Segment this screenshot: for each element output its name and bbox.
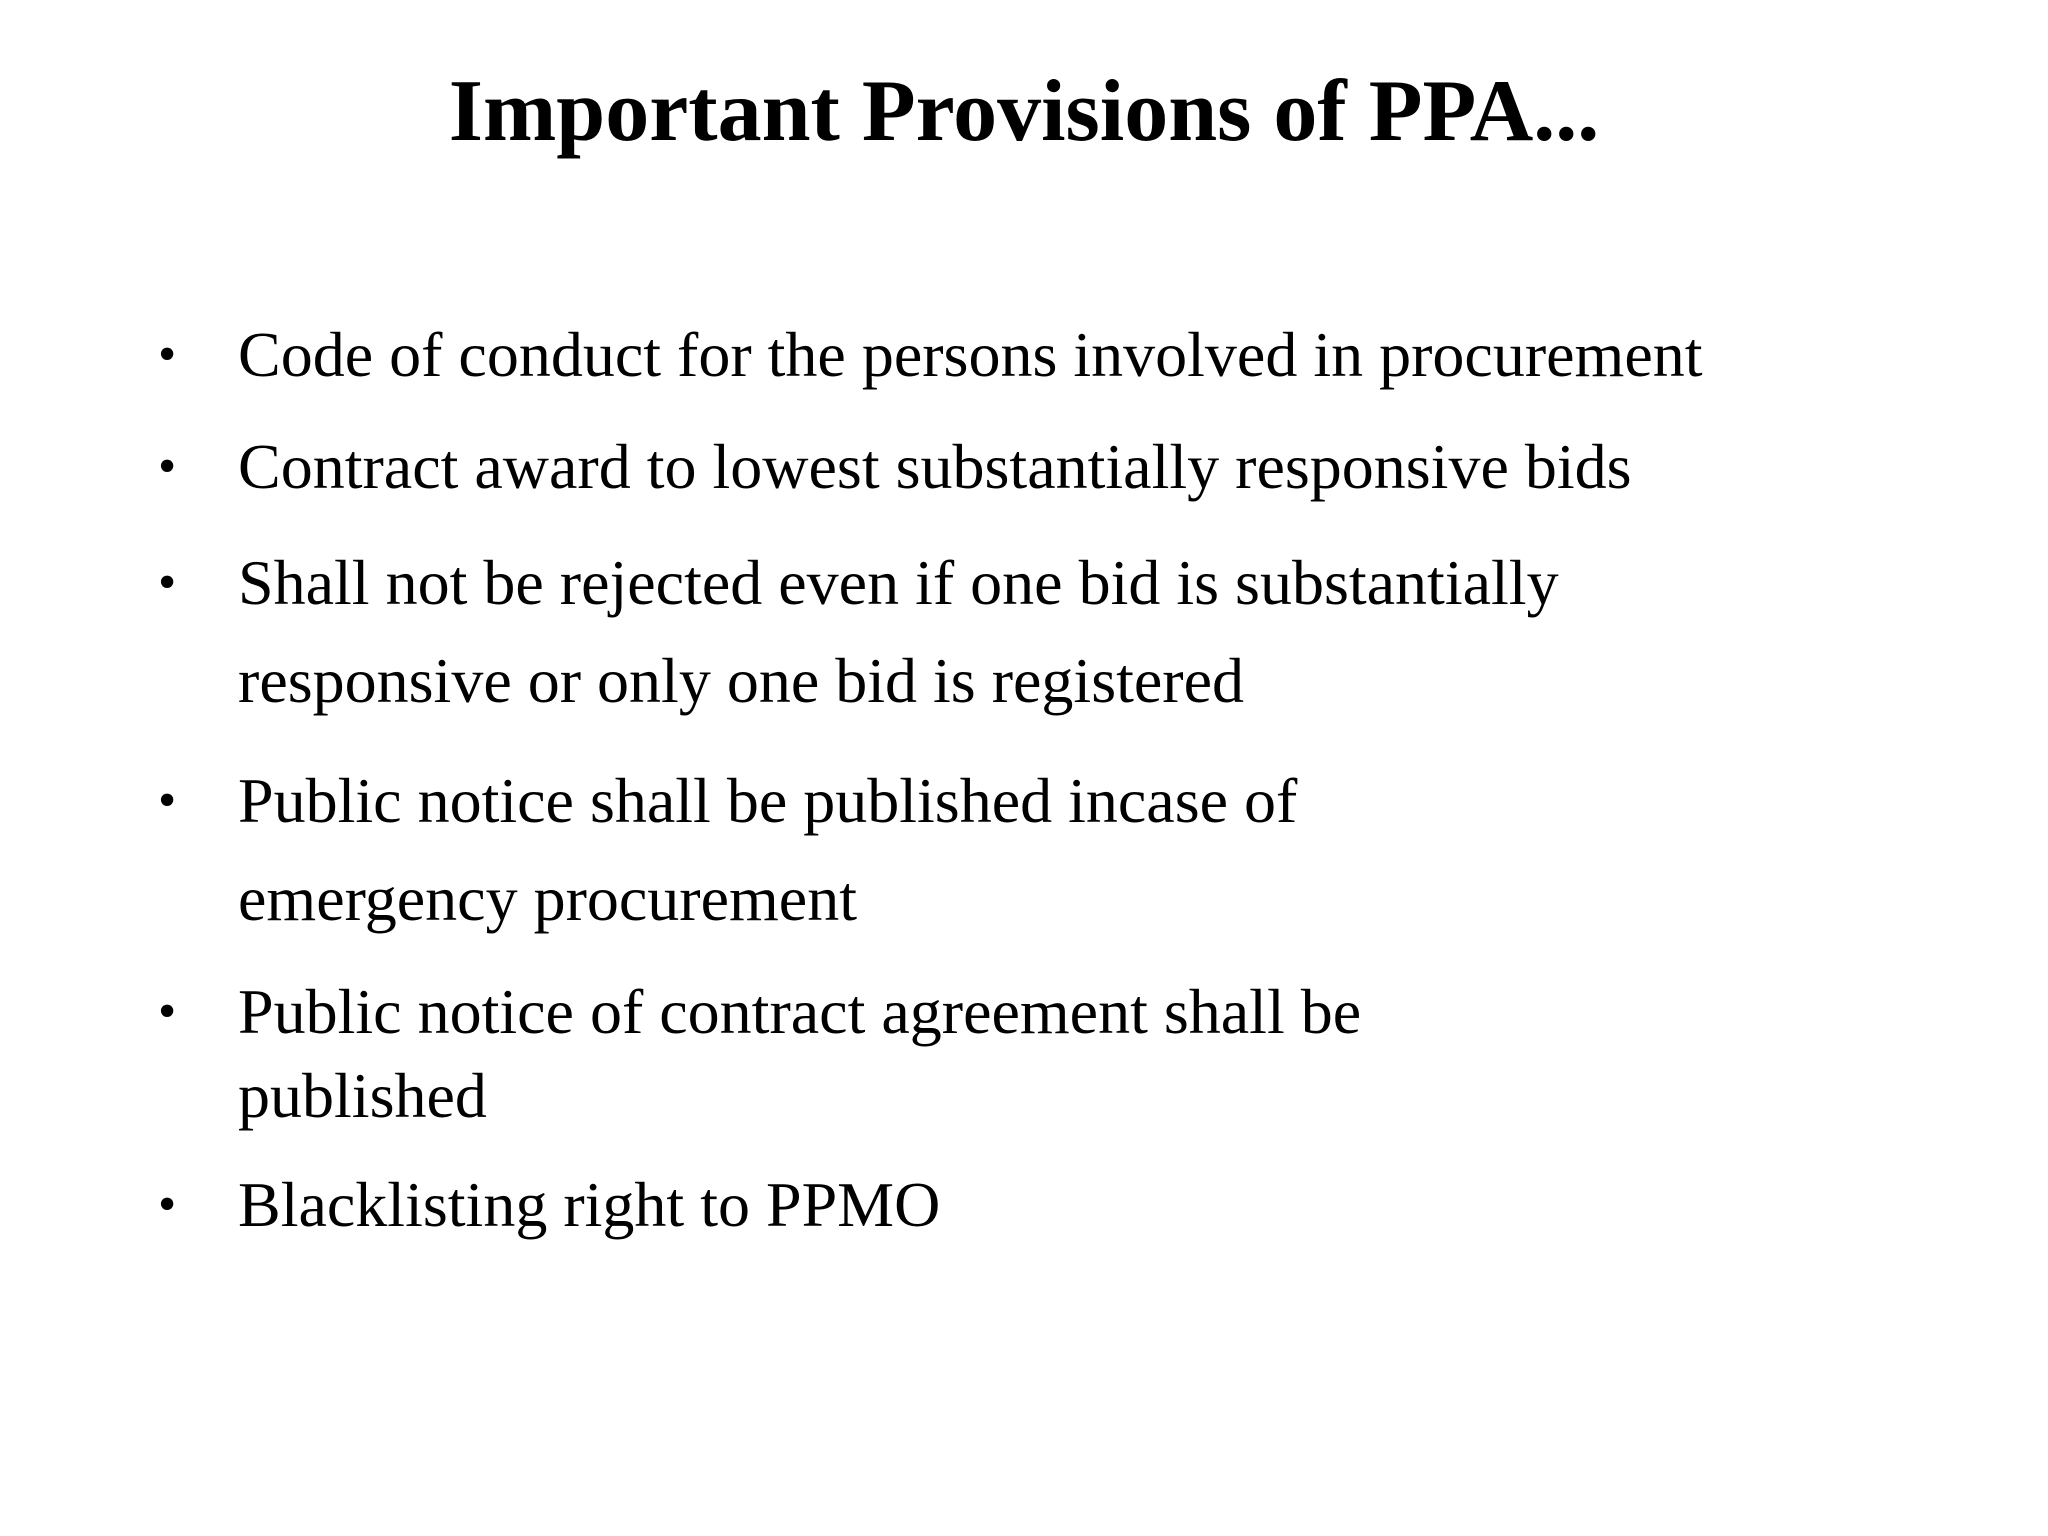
bullet-item-shall-not-be-rejected (158, 534, 1978, 730)
bullet-text-line-2: responsive or only one bid is registered (238, 645, 1244, 716)
bullet-item-contract-agreement-notice (158, 970, 1978, 1138)
bullet-icon: • (158, 326, 177, 383)
bullet-text-line-1: Public notice shall be published incase of (238, 765, 1298, 836)
bullet-item-blacklisting-right (158, 1160, 1978, 1250)
bullet-text-line-2: emergency procurement (238, 863, 857, 934)
bullet-icon: • (158, 554, 177, 611)
bullet-text-line-1: Shall not be rejected even if one bid is substantially (238, 547, 1559, 618)
bullet-text: Code of conduct for the persons involved in procurement (238, 319, 1703, 390)
bullet-icon: • (158, 438, 177, 495)
bullet-icon: • (158, 1176, 177, 1233)
bullet-item-emergency-procurement-notice (158, 752, 1978, 948)
bullet-icon: • (158, 772, 177, 829)
bullet-list (158, 310, 1978, 1272)
slide-title: Important Provisions of PPA... (448, 63, 1600, 160)
bullet-text: Contract award to lowest substantially responsive bids (238, 431, 1632, 502)
bullet-text-line-1: Public notice of contract agreement shall be (238, 976, 1362, 1047)
bullet-text: Blacklisting right to PPMO (238, 1169, 941, 1240)
bullet-item-code-of-conduct (158, 310, 1978, 400)
bullet-item-contract-award (158, 422, 1978, 512)
bullet-text-line-2: published (238, 1060, 487, 1131)
bullet-icon: • (158, 983, 177, 1040)
